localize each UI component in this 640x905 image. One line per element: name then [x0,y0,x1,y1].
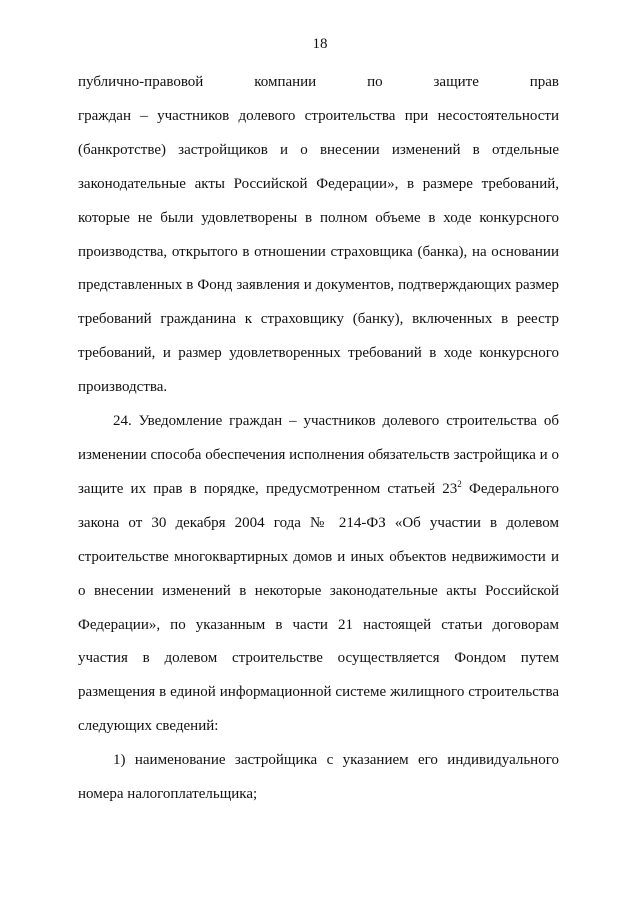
page-number: 18 [312,36,328,52]
text-line: требований, и размер удовлетворенных требований в ходе конкурсного [78,345,559,362]
text-fragment: защите их прав в порядке, предусмотренном статьей 23 [78,480,458,497]
text-line: закона от 30 декабря 2004 года № 214-ФЗ «Об участии в долевом [78,514,559,531]
text-line: производства, открытого в отношении страховщика (банка), на основании [78,243,559,260]
text-line: участия в долевом строительстве осуществляется Фондом путем [78,650,559,667]
text-line: публично-правовой компании по защите прав [78,74,559,90]
list-item [78,744,559,812]
text-line: изменении способа обеспечения исполнения обязательств застройщика и о [78,446,559,463]
text-line: номера налогоплательщика; [78,786,258,803]
text-line: граждан – участников долевого строительства при несостоятельности [78,107,559,124]
text-line: размещения в единой информационной системе жилищного строительства [78,684,559,701]
text-line: производства. [78,379,168,396]
superscript: 2 [457,478,462,489]
text-fragment: Федерального [461,480,559,497]
text-line: 24. Уведомление граждан – участников долевого строительства об [113,413,559,430]
text-line: законодательные акты Российской Федерации», в размере требований, [78,175,559,192]
text-line: (банкротстве) застройщиков и о внесении изменений в отдельные [78,141,559,158]
document-body [78,66,559,812]
text-line-with-superscript [78,473,559,507]
text-line: Федерации», по указанным в части 21 настоящей статьи договорам [78,616,559,633]
text-line: следующих сведений: [78,718,219,735]
text-line: 1) наименование застройщика с указанием его индивидуального [113,752,559,769]
paragraph-24 [78,405,559,744]
text-line: требований гражданина к страховщику (банку), включенных в реестр [78,311,559,328]
text-line: о внесении изменений в некоторые законодательные акты Российской [78,582,559,599]
text-line: строительстве многоквартирных домов и иных объектов недвижимости и [78,548,559,565]
text-line: которые не были удовлетворены в полном объеме в ходе конкурсного [78,209,559,226]
text-line: представленных в Фонд заявления и документов, подтверждающих размер [78,277,559,294]
paragraph-continuation [78,66,559,405]
